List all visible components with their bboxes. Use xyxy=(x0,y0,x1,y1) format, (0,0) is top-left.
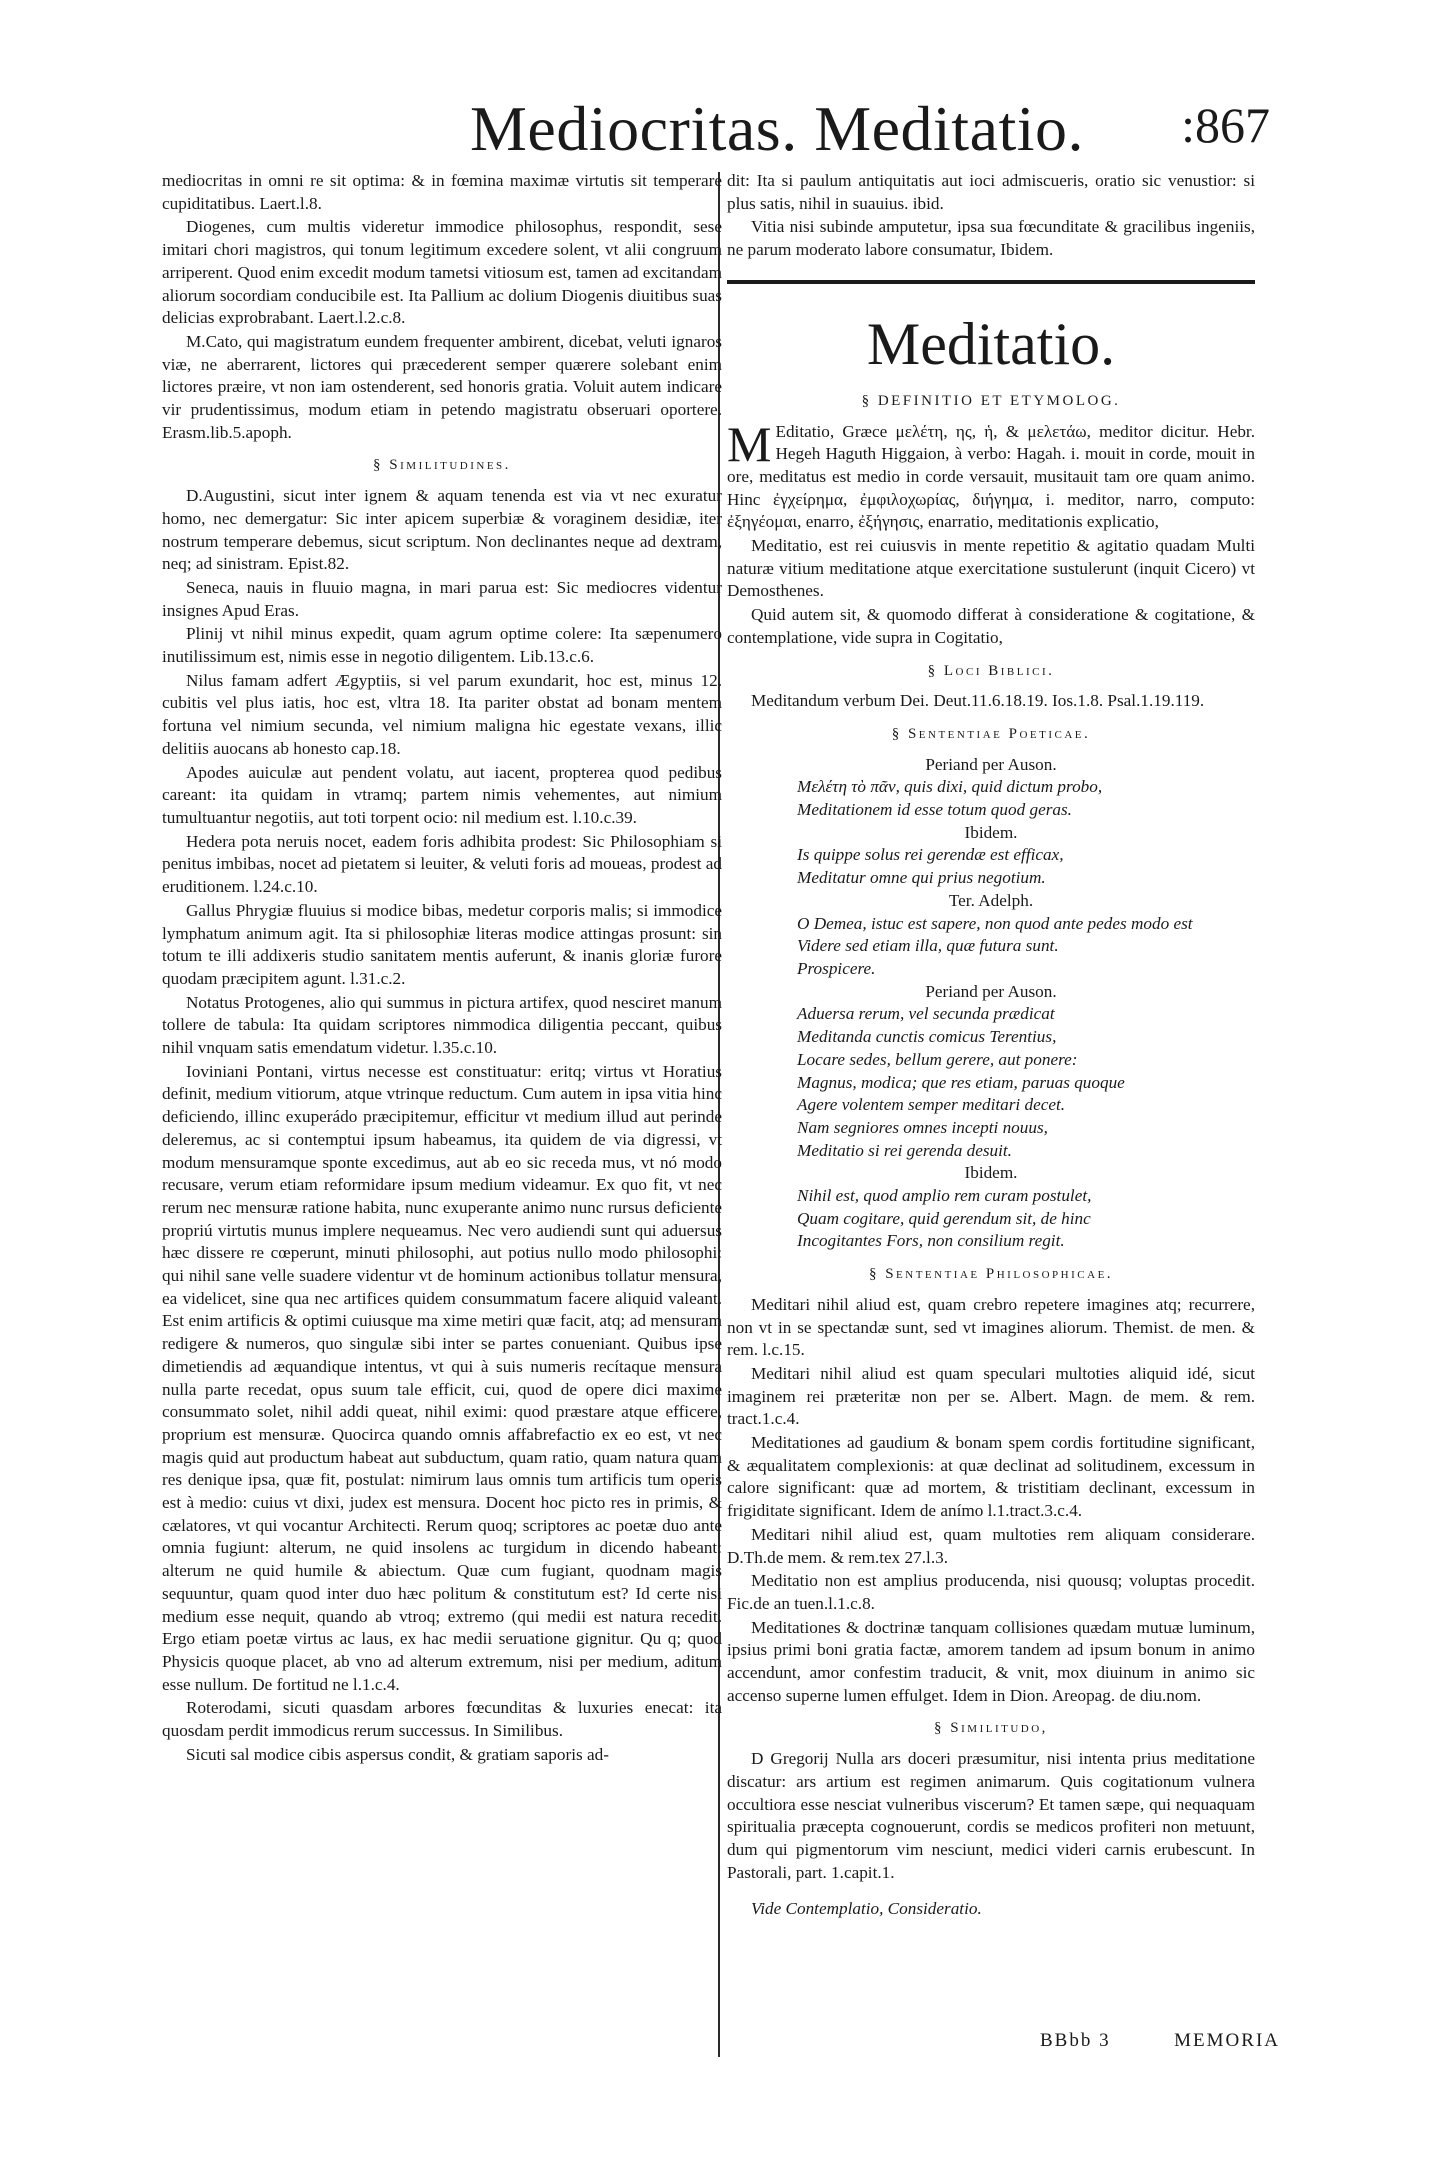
verse-line: O Demea, istuc est sapere, non quod ante pedes modo est xyxy=(797,913,1193,933)
verse-line: Magnus, modica; que res etiam, paruas quoque xyxy=(797,1072,1125,1092)
paragraph: Meditationes ad gaudium & bonam spem cordis fortitudine significant, & æqualitatem complexionis: at quæ declinat ad solitudinem, excessum in calore significant: quæ ad mortem, & tristitiam declinant, excessum in frigiditate significant. Idem de anímo l.1.tract.3.c.4. xyxy=(727,1433,1255,1521)
paragraph: Seneca, nauis in fluuio magna, in mari parua est: Sic mediocres videntur insignes Apud Eras. xyxy=(162,577,722,620)
left-column xyxy=(162,170,722,1768)
paragraph: Meditatio, est rei cuiusvis in mente repetitio & agitatio quadam Multi naturæ vitium meditatione atque exercitatione sustulerunt (inquit Cicero) vt Demosthenes. xyxy=(727,536,1255,601)
paragraph: Meditari nihil aliud est, quam crebro repetere imagines atq; recurrere, non vt in se spectandæ sunt, sed vt imagines aliorum. Themist. de men. & rem. l.c.15. xyxy=(727,1294,1255,1360)
paragraph: Apodes auiculæ aut pendent volatu, aut iacent, propterea quod pedibus careant: ita quidam in vtramq; partem nimis vehementes, aut nimium tumultuantur negotiis, aut toti torpent ocio: nil medium est. l.10.c.39. xyxy=(162,762,722,827)
paragraph: Quid autem sit, & quomodo differat à consideratione & cogitatione, & contemplatione, vide supra in Cogitatio, xyxy=(727,605,1255,647)
page-title: Mediocritas. Meditatio. xyxy=(470,93,1085,164)
paragraph: Roterodami, sicuti quasdam arbores fœcunditas & luxuries enecat: ita quosdam perdit immodicus rerum successus. In Similibus. xyxy=(162,1698,722,1741)
verse-source: Periand per Auson. xyxy=(925,754,1057,774)
paragraph: Notatus Protogenes, alio qui summus in pictura artifex, quod nesciret manum tollere de tabula: Ita quidam scriptores nimmodica diligentia peccant, quibus nihil vnquam satis emendatum videtur. l.35.c.10. xyxy=(162,992,722,1058)
verse-line: Aduersa rerum, vel secunda prædicat xyxy=(797,1004,1055,1024)
verse-line: Prospicere. xyxy=(797,958,876,978)
heading-similitudo: § Similitudo, xyxy=(934,1720,1048,1737)
paragraph: Meditari nihil aliud est, quam multoties rem aliquam considerare. D.Th.de mem. & rem.tex 27.l.3. xyxy=(727,1524,1255,1567)
verse-line: Meditatur omne qui prius negotium. xyxy=(797,868,1046,888)
verse-source: Ter. Adelph. xyxy=(948,890,1034,910)
paragraph: Gallus Phrygiæ fluuius si modice bibas, medetur corporis malis; si immodice lymphatum animum agit. Ita si philosophiæ literas modice attingas prosunt: sin totum te illi addixeris studio sanitatem mentis auferunt, & inanis gloriæ furore quodam præcipitem agunt. l.31.c.2. xyxy=(162,900,722,988)
cross-reference: Vide Contemplatio, Consideratio. xyxy=(751,1899,982,1919)
heading-definitio: § DEFINITIO ET ETYMOLOG. xyxy=(861,392,1121,409)
paragraph: D.Augustini, sicut inter ignem & aquam tenenda est via vt nec exuratur homo, nec demergatur: Sic inter apicem superbiæ & voraginem desidiæ, iter nostrum temperare debemus, sicut scriptum. Non declinantes neque ad dextram, neq; ad sinistram. Epist.82. xyxy=(162,486,722,574)
verse-line: Meditatio si rei gerenda desuit. xyxy=(797,1140,1012,1160)
right-column xyxy=(727,170,1255,1922)
paragraph: mediocritas in omni re sit optima: & in fœmina maximæ virtutis sit temperare cupiditatibus. Laert.l.8. xyxy=(162,171,722,213)
running-header xyxy=(470,92,1270,182)
verse-line: Agere volentem semper meditari decet. xyxy=(797,1095,1066,1115)
paragraph: D Gregorij Nulla ars doceri præsumitur, nisi intenta prius meditatione discatur: ars artium est regimen animarum. Quis cogitationum vulnera occultiora esse nesciat vulneribus viscerum? Et tamen sæpe, qui nequaquam spiritualia præcepta cognouerunt, cordis se medicos profiteri non metuunt, dum qui pigmentorum vim nesciunt, medici videri carnis erubescunt. In Pastorali, part. 1.capit.1. xyxy=(727,1749,1255,1882)
verse-line: Quam cogitare, quid gerendum sit, de hinc xyxy=(797,1208,1091,1228)
verse-block xyxy=(797,754,1255,1253)
verse-line: Meditanda cunctis comicus Terentius, xyxy=(797,1027,1057,1047)
section-title: Meditatio. xyxy=(866,310,1116,377)
paragraph: M.Cato, qui magistratum eundem frequenter ambirent, dicebat, veluti ignaros viæ, ne aberrarent, lictores qui præcederent semper quærere solebant enim lictores præire, vt non iam ostenderent, sed honoris gratia. Voluit autem indicare vir prudentissimus, modum etiam in petendo magistratu obseruari oportere. Erasm.lib.5.apoph. xyxy=(162,331,722,442)
section-heading: § Similitudines. xyxy=(373,457,511,474)
verse-line: Videre sed etiam illa, quæ futura sunt. xyxy=(797,936,1059,956)
paragraph: Vitia nisi subinde amputetur, ipsa sua fœcunditate & gracilibus ingeniis, ne parum moderato labore consumatur, Ibidem. xyxy=(727,217,1255,260)
signature-mark: BBbb 3 xyxy=(1040,2030,1111,2051)
page-footer xyxy=(1040,2030,1280,2060)
paragraph: Meditatio non est amplius producenda, nisi quousq; voluptas procedit. Fic.de an tuen.l.1.c.8. xyxy=(727,1571,1255,1613)
paragraph: Meditationes & doctrinæ tanquam collisiones quædam mutuæ luminum, ipsius primi boni gratia factæ, amorem tandem ad ipsum bonum in animo accendunt, amor confestim traducit, & vnit, mox diuinum in animo sic accenso superne lumen effulget. Idem in Dion. Areopag. de diu.nom. xyxy=(727,1617,1255,1705)
definition-paragraph xyxy=(727,415,1255,535)
verse-line: Nam segniores omnes incepti nouus, xyxy=(797,1117,1048,1137)
page-number: :867 xyxy=(1181,97,1270,153)
verse-source: Ibidem. xyxy=(964,822,1018,842)
verse-line: Is quippe solus rei gerendæ est efficax, xyxy=(797,845,1064,865)
paragraph: Meditari nihil aliud est quam speculari multoties aliquid idé, sicut imaginem rei præteritæ non per se. Albert. Magn. de mem. & rem. tract.1.c.4. xyxy=(727,1363,1255,1429)
verse-source: Ibidem. xyxy=(964,1163,1018,1183)
verse-line: Meditationem id esse totum quod geras. xyxy=(797,800,1072,820)
verse-line: Μελέτη τὸ πᾶν, quis dixi, quid dictum probo, xyxy=(797,777,1103,797)
paragraph: Hedera pota neruis nocet, eadem foris adhibita prodest: Sic Philosophiam si penitus imbibas, nocet ad pietatem si leuiter, & veluti foris ad moueas, prodest ad eruditionem. l.24.c.10. xyxy=(162,831,722,897)
definition-text: Editatio, Græce μελέτη, ης, ἡ, & μελετάω, meditor dicitur. Hebr. Hegeh Haguth Higgaion, à verbo: Hagah. i. mouit in corde, mouit in ore, meditatus est medio in corde versauit, musitauit tam ore quam animo. Hinc ἐγχείρημα, ἐμφιλοχωρίας, διήγημα, i. meditor, narro, computo: ἐξηγέομαι, enarro, ἐξήγησις, enarratio, meditationis explicatio, xyxy=(727,421,1255,532)
verse-line: Nihil est, quod amplio rem curam postulet, xyxy=(797,1186,1092,1206)
paragraph: Sicuti sal modice cibis aspersus condit, & gratiam saporis ad- xyxy=(186,1744,609,1764)
paragraph: Ioviniani Pontani, virtus necesse est constituatur: eritq; virtus vt Horatius definit, medium vitiorum, atque vtrinque reductum. Cum autem in ipsa vitia hinc deficiendo, illinc exuperádo præcipitemur, efficitur vt medium illud aut perinde deleremus, ac si contemptui ipsum habeamus, ita quidem de via digressi, vt modum mensuramque sponte excedimus, aut ab eo sic receda mus, vt nó modo recusare, verum etiam reformidare ipsum medium videamur. Ex quo fit, vt nec rerum nec mensuræ ratione habita, nunc exuperante animo nunc rursus deficiente propriú virtutis munus implere nequeamus. Nec vero audiendi sunt qui aduersus hæc dissere re cœperunt, minuti philosophi, aut potius nullo modo philosophi: qui nihil sane velle suadere videntur vt de hominum actionibus tollatur mensura, ea videlicet, sine qua nec artifices quidem consummatum facere aliquid valeant. Est enim artificis & optimi cuiusque ma xime metiri quæ facit, atq; ad mensuram redigere & numeros, quo singulæ sibi inter se partes conueniant. Quibus ipse dimetiendis ad æquandique intentus, vt qui à suis numeris recítaque mensura nulla parte recedat, opus suum tale efficit, cui, quod de opere dici maxime consummato solet, nihil addi queat, nihil eximi: quod præstare atque efficere, proprium est mensuræ. Quocirca quando omnis affabrefactio ex eo est, vt nec magis quid aut productum habeat aut subductum, quam ratio, quam natura quam res denique ipsa, quæ fit, postulat: nimirum laus omnis tum artificis tum operis est à medio: cuius vt dixi, judex est mensura. Docent hoc picto res in primis, & cælatores, vt qui vocantur Architecti. Rerum quoq; scriptores ac poetæ duo ante omnia fugiunt: alterum, ne quid insolens ac turgidum in dicendo habeant: alterum ne quid humile & abiectum. Quæ cum fugiant, quodnam magis sequuntur, quam quod inter duo hæc politum & constitutum est? Id certe nisi medium esse nequit, quando ab vtroq; extremo (qui medii est natura recedit. Ergo etiam poetæ virtus ac laus, ex hac medii seruatione gignitur. Qu q; quod Physicis quoque placet, ab vno ad alterum extremum, nisi per medium, aditum esse nullum. De fortitud ne l.1.c.4. xyxy=(162,1061,722,1694)
verse-line: Incogitantes Fors, non consilium regit. xyxy=(797,1231,1065,1251)
paragraph: dit: Ita si paulum antiquitatis aut ioci admiscueris, oratio sic venustior: si plus satis, nihil in suauius. ibid. xyxy=(727,171,1255,213)
heading-sententiae-poeticae: § Sententiae Poeticae. xyxy=(891,725,1091,742)
paragraph: Nilus famam adfert Ægyptiis, si vel parum exundarit, hoc est, minus 12. cubitis vel plus iatis, hoc est, vltra 18. Ita pariter obstat ad bonam mentem fortuna vel nimium secunda, vel nimium maligna hic egestate vexans, illic delitiis auocans ab honesto cap.18. xyxy=(162,670,722,758)
section-divider xyxy=(727,280,1255,284)
paragraph: Plinij vt nihil minus expedit, quam agrum optime colere: Ita sæpenumero inutilissimum est, nimis esse in negotio diligentem. Lib.13.c.6. xyxy=(162,624,722,667)
verse-line: Locare sedes, bellum gerere, aut ponere: xyxy=(797,1049,1078,1069)
drop-cap: M xyxy=(727,415,772,472)
heading-sententiae-philosophicae: § Sententiae Philosophicae. xyxy=(868,1266,1114,1283)
verse-source: Periand per Auson. xyxy=(925,981,1057,1001)
heading-loci-biblici: § Loci Biblici. xyxy=(927,662,1055,679)
catchword: MEMORIA xyxy=(1174,2030,1280,2051)
paragraph: Meditandum verbum Dei. Deut.11.6.18.19. Ios.1.8. Psal.1.19.119. xyxy=(751,691,1205,711)
paragraph: Diogenes, cum multis videretur immodice philosophus, respondit, sese imitari chori magistros, qui tonum legitimum excedere solent, vt alii congruum arriperent. Quod enim excedit modum tametsi vitiosum est, tamen ad excitandam aliorum socordiam conducibile est. Ita Pallium ac dolium Diogenis diuitibus suas delicias exprobrabant. Laert.l.2.c.8. xyxy=(162,217,722,328)
